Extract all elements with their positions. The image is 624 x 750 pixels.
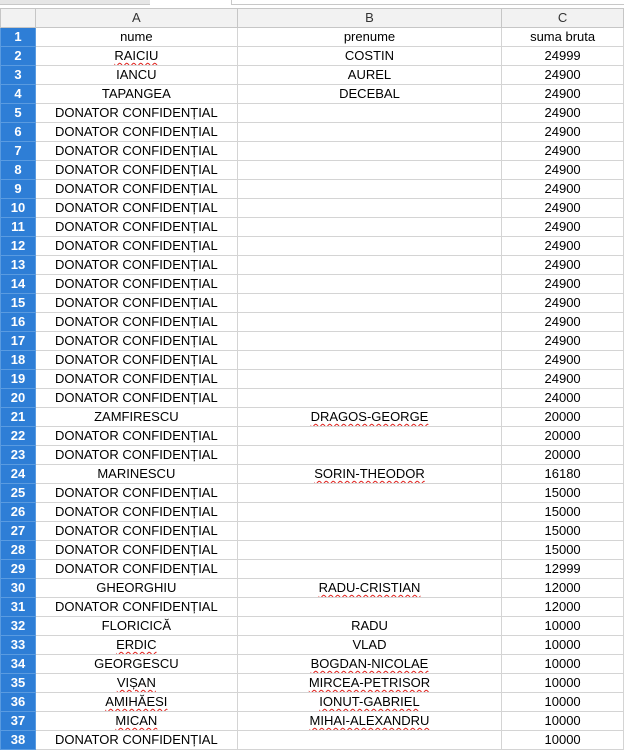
- cell-prenume[interactable]: [237, 28, 501, 47]
- cell-nume[interactable]: [35, 161, 237, 180]
- cell-suma-bruta[interactable]: [502, 332, 624, 351]
- select-all-corner[interactable]: [1, 9, 36, 28]
- cell-suma-bruta[interactable]: [502, 66, 624, 85]
- cell-prenume[interactable]: [237, 465, 501, 484]
- cell-prenume-text: IONUT-GABRIEL: [319, 694, 420, 709]
- cell-prenume[interactable]: [237, 731, 501, 750]
- row-header[interactable]: 36: [1, 693, 36, 712]
- cell-nume-text: nume: [120, 29, 153, 44]
- cell-suma-bruta[interactable]: [502, 123, 624, 142]
- row-header[interactable]: 22: [1, 427, 36, 446]
- cell-nume[interactable]: [35, 617, 237, 636]
- row-header[interactable]: 16: [1, 313, 36, 332]
- cell-nume-text: DONATOR CONFIDENȚIAL: [54, 352, 218, 367]
- table-row: [1, 237, 624, 256]
- cell-nume-text: DONATOR CONFIDENȚIAL: [54, 200, 218, 215]
- cell-suma-bruta-text: 10000: [544, 675, 581, 690]
- cell-nume[interactable]: [35, 541, 237, 560]
- cell-prenume[interactable]: [237, 123, 501, 142]
- cell-suma-bruta-text: 10000: [544, 732, 581, 747]
- cell-prenume[interactable]: [237, 427, 501, 446]
- cell-prenume[interactable]: [237, 617, 501, 636]
- cell-nume[interactable]: [35, 674, 237, 693]
- table-row: [1, 66, 624, 85]
- cell-prenume[interactable]: [237, 370, 501, 389]
- row-header[interactable]: 13: [1, 256, 36, 275]
- table-row: [1, 104, 624, 123]
- cell-suma-bruta-text: 10000: [544, 694, 581, 709]
- cell-prenume[interactable]: [237, 560, 501, 579]
- table-row: [1, 161, 624, 180]
- row-header[interactable]: 4: [1, 85, 36, 104]
- table-row: [1, 712, 624, 731]
- cell-suma-bruta-text: 12000: [544, 599, 581, 614]
- table-row: [1, 332, 624, 351]
- cell-nume-text: TAPANGEA: [101, 86, 171, 101]
- cell-suma-bruta[interactable]: [502, 636, 624, 655]
- cell-suma-bruta[interactable]: [502, 446, 624, 465]
- row-header[interactable]: 10: [1, 199, 36, 218]
- table-row: [1, 47, 624, 66]
- cell-prenume-text: AUREL: [347, 67, 392, 82]
- table-row: [1, 503, 624, 522]
- table-row: [1, 408, 624, 427]
- cell-prenume[interactable]: [237, 579, 501, 598]
- cell-suma-bruta-text: 24900: [544, 124, 581, 139]
- cell-prenume[interactable]: [237, 47, 501, 66]
- cell-suma-bruta[interactable]: [502, 674, 624, 693]
- column-header-b[interactable]: B: [237, 9, 501, 28]
- cell-suma-bruta[interactable]: [502, 427, 624, 446]
- cell-nume-text: DONATOR CONFIDENȚIAL: [54, 219, 218, 234]
- cell-nume[interactable]: [35, 256, 237, 275]
- cell-prenume[interactable]: [237, 161, 501, 180]
- cell-prenume[interactable]: [237, 389, 501, 408]
- cell-prenume-text: DECEBAL: [339, 86, 400, 101]
- cell-suma-bruta[interactable]: [502, 275, 624, 294]
- cell-prenume[interactable]: [237, 674, 501, 693]
- cell-prenume[interactable]: [237, 275, 501, 294]
- cell-nume[interactable]: [35, 560, 237, 579]
- cell-suma-bruta-text: 12999: [544, 561, 581, 576]
- cell-suma-bruta[interactable]: [502, 370, 624, 389]
- row-header[interactable]: 3: [1, 66, 36, 85]
- cell-suma-bruta-text: 20000: [544, 447, 581, 462]
- cell-suma-bruta-text: 10000: [544, 656, 581, 671]
- cell-suma-bruta-text: 16180: [544, 466, 581, 481]
- cell-suma-bruta[interactable]: [502, 465, 624, 484]
- row-header[interactable]: 37: [1, 712, 36, 731]
- cell-nume[interactable]: [35, 351, 237, 370]
- cell-nume[interactable]: [35, 370, 237, 389]
- cell-prenume[interactable]: [237, 484, 501, 503]
- cell-nume-text: DONATOR CONFIDENȚIAL: [54, 143, 218, 158]
- row-header[interactable]: 31: [1, 598, 36, 617]
- cell-suma-bruta[interactable]: [502, 731, 624, 750]
- table-row: [1, 484, 624, 503]
- cell-prenume-text: COSTIN: [344, 48, 395, 63]
- cell-suma-bruta-text: 24000: [544, 390, 581, 405]
- cell-nume[interactable]: [35, 636, 237, 655]
- cell-prenume[interactable]: [237, 693, 501, 712]
- table-row: [1, 731, 624, 750]
- cell-suma-bruta[interactable]: [502, 85, 624, 104]
- cell-suma-bruta[interactable]: [502, 712, 624, 731]
- cell-suma-bruta-text: 24900: [544, 181, 581, 196]
- cell-prenume-text: VLAD: [352, 637, 387, 652]
- cell-nume-text: DONATOR CONFIDENȚIAL: [54, 238, 218, 253]
- row-header[interactable]: 20: [1, 389, 36, 408]
- cell-suma-bruta[interactable]: [502, 598, 624, 617]
- cell-suma-bruta[interactable]: [502, 294, 624, 313]
- cell-nume[interactable]: [35, 503, 237, 522]
- cell-suma-bruta-text: 24900: [544, 276, 581, 291]
- sheet-tab-strip: [0, 0, 624, 8]
- row-header[interactable]: 35: [1, 674, 36, 693]
- cell-nume-text: DONATOR CONFIDENȚIAL: [54, 504, 218, 519]
- row-header[interactable]: 15: [1, 294, 36, 313]
- row-header[interactable]: 32: [1, 617, 36, 636]
- cell-prenume-text: DRAGOS-GEORGE: [310, 409, 429, 424]
- cell-prenume-text: prenume: [343, 29, 396, 44]
- cell-nume-text: RAICIU: [114, 48, 159, 63]
- row-header[interactable]: 25: [1, 484, 36, 503]
- cell-prenume[interactable]: [237, 332, 501, 351]
- cell-prenume[interactable]: [237, 351, 501, 370]
- row-header[interactable]: 29: [1, 560, 36, 579]
- cell-suma-bruta[interactable]: [502, 199, 624, 218]
- cell-nume[interactable]: [35, 275, 237, 294]
- table-row: [1, 427, 624, 446]
- table-row: [1, 370, 624, 389]
- row-header[interactable]: 34: [1, 655, 36, 674]
- sheet-tab[interactable]: [0, 0, 150, 5]
- table-row: [1, 655, 624, 674]
- table-row: [1, 28, 624, 47]
- row-header[interactable]: 18: [1, 351, 36, 370]
- row-header[interactable]: 2: [1, 47, 36, 66]
- cell-suma-bruta-text: 24900: [544, 314, 581, 329]
- cell-prenume[interactable]: [237, 503, 501, 522]
- cell-prenume[interactable]: [237, 199, 501, 218]
- cell-suma-bruta[interactable]: [502, 541, 624, 560]
- cell-prenume[interactable]: [237, 541, 501, 560]
- cell-suma-bruta[interactable]: [502, 579, 624, 598]
- cell-prenume-text: RADU: [351, 618, 388, 633]
- table-row: [1, 142, 624, 161]
- cell-suma-bruta-text: 12000: [544, 580, 581, 595]
- cell-nume[interactable]: [35, 522, 237, 541]
- cell-prenume[interactable]: [237, 446, 501, 465]
- table-row: [1, 294, 624, 313]
- cell-suma-bruta-text: 10000: [544, 637, 581, 652]
- cell-nume[interactable]: [35, 389, 237, 408]
- cell-prenume[interactable]: [237, 180, 501, 199]
- cell-nume[interactable]: [35, 446, 237, 465]
- spreadsheet-grid: [0, 8, 624, 750]
- cell-suma-bruta[interactable]: [502, 161, 624, 180]
- table-row: [1, 275, 624, 294]
- table-row: [1, 636, 624, 655]
- table-row: [1, 522, 624, 541]
- cell-nume-text: DONATOR CONFIDENȚIAL: [54, 447, 218, 462]
- row-header[interactable]: 1: [1, 28, 36, 47]
- cell-suma-bruta[interactable]: [502, 617, 624, 636]
- cell-prenume-text: BOGDAN-NICOLAE: [310, 656, 429, 671]
- cell-nume-text: DONATOR CONFIDENȚIAL: [54, 333, 218, 348]
- cell-prenume[interactable]: [237, 104, 501, 123]
- cell-prenume-text: MIHAI-ALEXANDRU: [309, 713, 430, 728]
- table-row: [1, 541, 624, 560]
- cell-suma-bruta[interactable]: [502, 47, 624, 66]
- table-row: [1, 180, 624, 199]
- cell-suma-bruta[interactable]: [502, 693, 624, 712]
- table-row: [1, 465, 624, 484]
- cell-nume[interactable]: [35, 85, 237, 104]
- cell-prenume-text: RADU-CRISTIAN: [318, 580, 421, 595]
- cell-suma-bruta[interactable]: [502, 503, 624, 522]
- row-header[interactable]: 9: [1, 180, 36, 199]
- cell-suma-bruta-text: 15000: [544, 523, 581, 538]
- cell-suma-bruta[interactable]: [502, 351, 624, 370]
- row-header[interactable]: 8: [1, 161, 36, 180]
- row-header[interactable]: 17: [1, 332, 36, 351]
- cell-nume-text: ERDIC: [116, 637, 157, 652]
- cell-nume-text: DONATOR CONFIDENȚIAL: [54, 181, 218, 196]
- cell-nume[interactable]: [35, 180, 237, 199]
- cell-suma-bruta-text: 24900: [544, 295, 581, 310]
- cell-suma-bruta-text: 10000: [544, 618, 581, 633]
- row-header[interactable]: 6: [1, 123, 36, 142]
- row-header[interactable]: 23: [1, 446, 36, 465]
- cell-nume-text: DONATOR CONFIDENȚIAL: [54, 561, 218, 576]
- cell-nume-text: MICAN: [115, 713, 158, 728]
- column-header-row: [1, 9, 624, 28]
- cell-prenume[interactable]: [237, 66, 501, 85]
- cell-suma-bruta-text: 15000: [544, 485, 581, 500]
- cell-prenume[interactable]: [237, 256, 501, 275]
- row-header[interactable]: 33: [1, 636, 36, 655]
- row-header[interactable]: 26: [1, 503, 36, 522]
- table-row: [1, 674, 624, 693]
- cell-suma-bruta-text: 24900: [544, 371, 581, 386]
- cell-nume[interactable]: [35, 28, 237, 47]
- cell-suma-bruta-text: 24900: [544, 219, 581, 234]
- cell-nume-text: DONATOR CONFIDENȚIAL: [54, 485, 218, 500]
- cell-suma-bruta-text: 24900: [544, 67, 581, 82]
- cell-prenume[interactable]: [237, 85, 501, 104]
- table-row: [1, 389, 624, 408]
- cell-suma-bruta-text: 24900: [544, 352, 581, 367]
- cell-suma-bruta[interactable]: [502, 104, 624, 123]
- cell-suma-bruta-text: 10000: [544, 713, 581, 728]
- cell-nume-text: DONATOR CONFIDENȚIAL: [54, 257, 218, 272]
- cell-nume-text: IANCU: [116, 67, 157, 82]
- cell-suma-bruta[interactable]: [502, 389, 624, 408]
- cell-nume-text: ZAMFIRESCU: [94, 409, 179, 424]
- row-header[interactable]: 38: [1, 731, 36, 750]
- column-header-c[interactable]: C: [502, 9, 624, 28]
- table-row: [1, 218, 624, 237]
- cell-suma-bruta-text: 24900: [544, 143, 581, 158]
- cell-nume[interactable]: [35, 693, 237, 712]
- row-header[interactable]: 12: [1, 237, 36, 256]
- cell-prenume[interactable]: [237, 636, 501, 655]
- cell-prenume[interactable]: [237, 522, 501, 541]
- cell-suma-bruta[interactable]: [502, 408, 624, 427]
- cell-prenume[interactable]: [237, 408, 501, 427]
- cell-nume[interactable]: [35, 465, 237, 484]
- cell-suma-bruta-text: 24900: [544, 333, 581, 348]
- row-header[interactable]: 27: [1, 522, 36, 541]
- cell-suma-bruta-text: suma bruta: [530, 29, 596, 44]
- cell-nume-text: DONATOR CONFIDENȚIAL: [54, 428, 218, 443]
- table-row: [1, 560, 624, 579]
- cell-suma-bruta[interactable]: [502, 218, 624, 237]
- cell-prenume[interactable]: [237, 237, 501, 256]
- cell-suma-bruta[interactable]: [502, 313, 624, 332]
- table-row: [1, 256, 624, 275]
- cell-nume[interactable]: [35, 294, 237, 313]
- cell-nume[interactable]: [35, 199, 237, 218]
- row-header[interactable]: 24: [1, 465, 36, 484]
- cell-nume-text: DONATOR CONFIDENȚIAL: [54, 124, 218, 139]
- cell-suma-bruta[interactable]: [502, 256, 624, 275]
- cell-suma-bruta-text: 24900: [544, 200, 581, 215]
- cell-nume[interactable]: [35, 408, 237, 427]
- row-header[interactable]: 11: [1, 218, 36, 237]
- cell-prenume[interactable]: [237, 294, 501, 313]
- cell-nume[interactable]: [35, 484, 237, 503]
- table-row: [1, 617, 624, 636]
- cell-suma-bruta[interactable]: [502, 655, 624, 674]
- cell-nume[interactable]: [35, 218, 237, 237]
- column-header-a[interactable]: A: [35, 9, 237, 28]
- cell-suma-bruta[interactable]: [502, 522, 624, 541]
- cell-nume[interactable]: [35, 712, 237, 731]
- row-header[interactable]: 5: [1, 104, 36, 123]
- cell-nume-text: DONATOR CONFIDENȚIAL: [54, 276, 218, 291]
- table-row: [1, 313, 624, 332]
- toolbar-edge: [231, 0, 624, 5]
- row-header[interactable]: 19: [1, 370, 36, 389]
- row-header[interactable]: 28: [1, 541, 36, 560]
- cell-nume[interactable]: [35, 66, 237, 85]
- row-header[interactable]: 14: [1, 275, 36, 294]
- cell-nume-text: DONATOR CONFIDENȚIAL: [54, 732, 218, 747]
- cell-prenume[interactable]: [237, 712, 501, 731]
- cell-nume-text: DONATOR CONFIDENȚIAL: [54, 162, 218, 177]
- cell-suma-bruta-text: 24900: [544, 86, 581, 101]
- table-row: [1, 693, 624, 712]
- cell-nume[interactable]: [35, 427, 237, 446]
- row-header[interactable]: 7: [1, 142, 36, 161]
- cell-suma-bruta-text: 24900: [544, 238, 581, 253]
- cell-suma-bruta-text: 15000: [544, 542, 581, 557]
- cell-nume[interactable]: [35, 142, 237, 161]
- table-row: [1, 446, 624, 465]
- cell-nume-text: DONATOR CONFIDENȚIAL: [54, 371, 218, 386]
- cell-suma-bruta-text: 20000: [544, 428, 581, 443]
- grid-body: [1, 28, 624, 750]
- cell-prenume[interactable]: [237, 655, 501, 674]
- cell-suma-bruta-text: 24900: [544, 105, 581, 120]
- cell-nume[interactable]: [35, 47, 237, 66]
- cell-suma-bruta[interactable]: [502, 142, 624, 161]
- cell-suma-bruta-text: 20000: [544, 409, 581, 424]
- cell-nume-text: GHEORGHIU: [96, 580, 177, 595]
- cell-prenume-text: SORIN-THEODOR: [314, 466, 425, 481]
- table-row: [1, 351, 624, 370]
- row-header[interactable]: 30: [1, 579, 36, 598]
- cell-nume[interactable]: [35, 123, 237, 142]
- cell-suma-bruta[interactable]: [502, 28, 624, 47]
- cell-prenume[interactable]: [237, 218, 501, 237]
- cell-nume-text: MARINESCU: [97, 466, 176, 481]
- cell-nume-text: FLORICICĂ: [101, 618, 172, 633]
- cell-nume[interactable]: [35, 332, 237, 351]
- cell-nume-text: DONATOR CONFIDENȚIAL: [54, 105, 218, 120]
- cell-prenume[interactable]: [237, 313, 501, 332]
- row-header[interactable]: 21: [1, 408, 36, 427]
- table-row: [1, 123, 624, 142]
- cell-nume-text: DONATOR CONFIDENȚIAL: [54, 523, 218, 538]
- cell-nume-text: GEORGESCU: [94, 656, 179, 671]
- cell-suma-bruta-text: 24999: [544, 48, 581, 63]
- cell-nume-text: VIȘAN: [116, 675, 156, 690]
- cell-nume[interactable]: [35, 104, 237, 123]
- cell-nume[interactable]: [35, 598, 237, 617]
- cell-suma-bruta-text: 24900: [544, 162, 581, 177]
- cell-suma-bruta[interactable]: [502, 484, 624, 503]
- cell-nume[interactable]: [35, 655, 237, 674]
- cell-suma-bruta[interactable]: [502, 560, 624, 579]
- table-row: [1, 598, 624, 617]
- cell-suma-bruta[interactable]: [502, 180, 624, 199]
- table-row: [1, 85, 624, 104]
- cell-suma-bruta-text: 24900: [544, 257, 581, 272]
- cell-nume[interactable]: [35, 313, 237, 332]
- cell-nume-text: DONATOR CONFIDENȚIAL: [54, 390, 218, 405]
- cell-nume[interactable]: [35, 579, 237, 598]
- cell-nume[interactable]: [35, 237, 237, 256]
- cell-nume-text: DONATOR CONFIDENȚIAL: [54, 295, 218, 310]
- cell-nume[interactable]: [35, 731, 237, 750]
- cell-suma-bruta-text: 15000: [544, 504, 581, 519]
- cell-nume-text: DONATOR CONFIDENȚIAL: [54, 542, 218, 557]
- cell-nume-text: AMIHĂESI: [105, 694, 168, 709]
- cell-nume-text: DONATOR CONFIDENȚIAL: [54, 599, 218, 614]
- table-row: [1, 579, 624, 598]
- cell-nume-text: DONATOR CONFIDENȚIAL: [54, 314, 218, 329]
- cell-suma-bruta[interactable]: [502, 237, 624, 256]
- cell-prenume[interactable]: [237, 598, 501, 617]
- cell-prenume-text: MIRCEA-PETRISOR: [308, 675, 431, 690]
- table-row: [1, 199, 624, 218]
- cell-prenume[interactable]: [237, 142, 501, 161]
